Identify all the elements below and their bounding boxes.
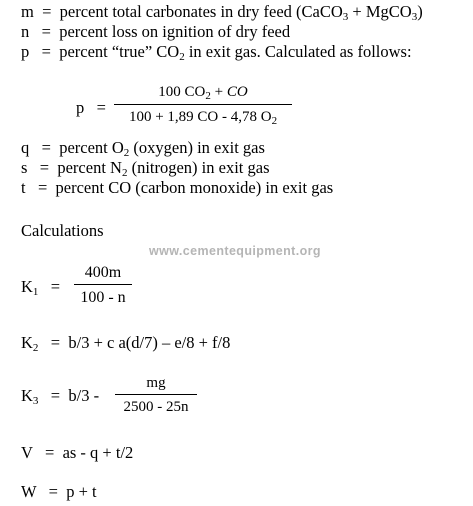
k1-lhs: $K_1$ =: [21, 277, 61, 298]
def-m: m = percent total carbonates in dry feed (CaCO$_3$ + MgCO$_3$): [21, 2, 423, 23]
def-t-text: percent CO (carbon monoxide) in exit gas: [55, 178, 334, 197]
k1-denominator: 100 - n: [74, 284, 132, 307]
calculations-heading: Calculations: [21, 221, 104, 240]
def-q: q = percent $O_2$ (oxygen) in exit gas: [21, 138, 265, 159]
def-n-text: percent loss on ignition of dry feed: [59, 22, 291, 41]
def-m-text: percent total carbonates in dry feed (CaCO: [59, 2, 343, 21]
w-expression: p + t: [66, 482, 97, 501]
k1-numerator: 400m: [84, 264, 122, 281]
def-s: s = percent $N_2$ (nitrogen) in exit gas: [21, 158, 270, 179]
k3-numerator: mg: [146, 375, 166, 391]
def-t: t = percent CO (carbon monoxide) in exit gas: [21, 178, 334, 197]
def-n: n = percent loss on ignition of dry feed: [21, 22, 291, 41]
var-q: q: [21, 138, 30, 157]
watermark: www.cementequipment.org: [149, 244, 321, 258]
var-s: s: [21, 158, 28, 177]
k3-expression: b/3 -: [68, 386, 100, 405]
def-s-text: percent N: [57, 158, 122, 177]
p-formula-fraction: [114, 84, 292, 126]
w-line: W = p + t: [21, 482, 97, 501]
p-formula-denominator: 100 + 1,89 CO - 4,78 $O_2$: [114, 104, 292, 126]
var-n: n: [21, 22, 30, 41]
v-expression: as - q + t/2: [62, 443, 134, 462]
k1-fraction: [74, 264, 132, 307]
var-p: p: [21, 42, 30, 61]
k3-denominator: 2500 - 25n: [115, 394, 197, 416]
def-q-text: percent O: [59, 138, 124, 157]
k3-line: $K_3$ = b/3 -: [21, 386, 100, 407]
p-formula-numerator: 100 $CO_2$ + CO: [158, 84, 248, 102]
def-p: p = percent “true” $CO_2$ in exit gas. Calculated as follows:: [21, 42, 412, 63]
var-m: m: [21, 2, 34, 21]
k2-line: $K_2$ = b/3 + c a(d/7) – e/8 + f/8: [21, 333, 231, 354]
k3-fraction: [115, 375, 197, 416]
p-formula-lhs: p =: [76, 98, 106, 117]
def-p-text: percent “true” CO: [59, 42, 180, 61]
k2-expression: b/3 + c a(d/7) – e/8 + f/8: [68, 333, 231, 352]
v-line: V = as - q + t/2: [21, 443, 134, 462]
var-t: t: [21, 178, 26, 197]
